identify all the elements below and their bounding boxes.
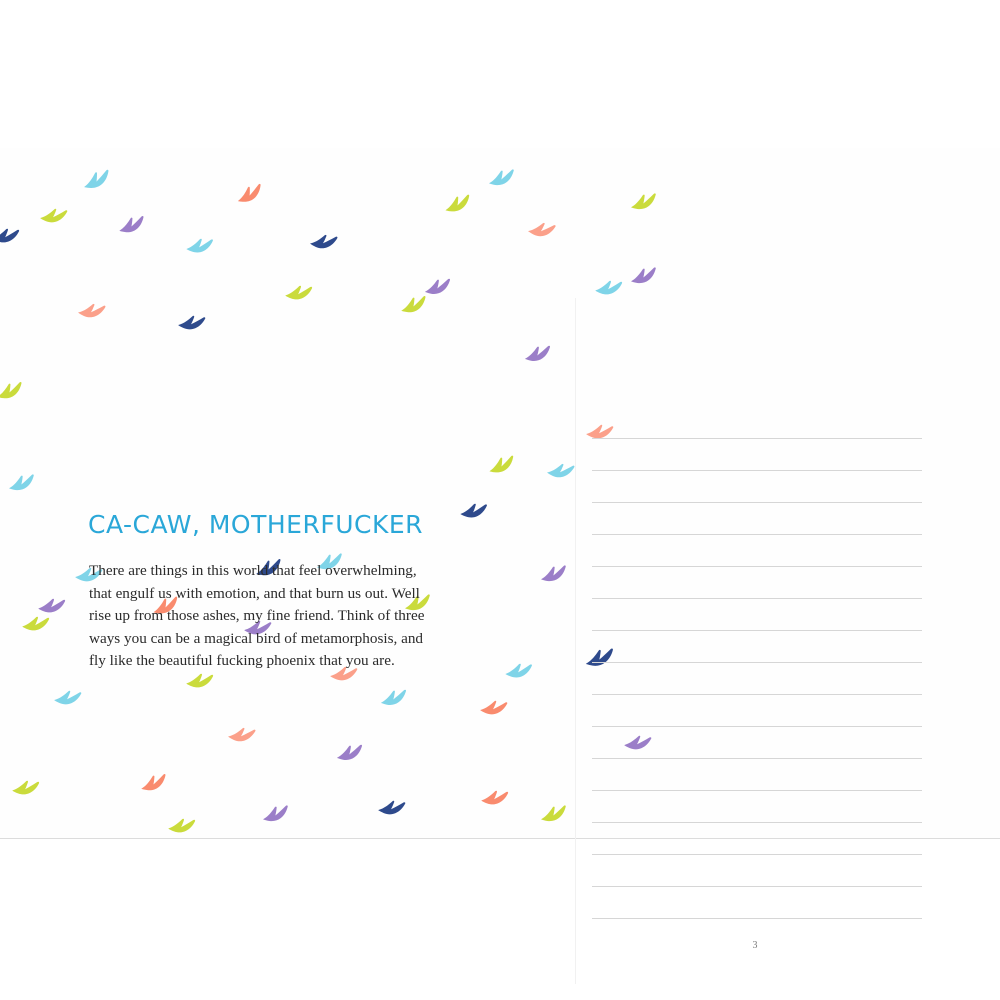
bird-icon [523,345,552,363]
bird-icon [77,301,107,322]
bird-icon [177,313,207,333]
writing-line[interactable] [592,790,922,791]
bird-icon [309,232,339,253]
writing-line[interactable] [592,438,922,439]
bird-icon [539,565,569,584]
bird-icon [39,206,69,226]
bird-icon [527,219,558,240]
bird-icon [594,279,624,298]
bird-icon [139,773,169,793]
writing-line[interactable] [592,822,922,823]
bird-icon [379,689,408,707]
writing-line[interactable] [592,886,922,887]
bird-icon [480,789,510,808]
bird-icon [7,474,37,493]
bird-icon [81,169,113,192]
bird-icon [546,461,576,482]
bird-icon [423,278,452,296]
bird-icon [234,183,265,205]
writing-line[interactable] [592,566,922,567]
body-paragraph: There are things in this world that feel overwhelming, that engulf us with emotion, and that burn us out. Well rise up from those ashes, my fine friend. Think of three ways you can be a magical bird of metamorphosis, and fly like the beautiful fucking phoenix that you are. [89,562,425,669]
writing-line[interactable] [592,726,922,727]
writing-line[interactable] [592,502,922,503]
bird-icon [487,169,517,188]
writing-lines[interactable] [592,438,922,950]
page-number: 3 [752,940,758,951]
writing-line[interactable] [592,630,922,631]
bird-icon [459,502,488,520]
page-gutter [575,298,576,984]
book-spread [0,148,1000,951]
writing-line[interactable] [592,918,922,919]
writing-line[interactable] [592,598,922,599]
writing-line[interactable] [592,854,922,855]
writing-line[interactable] [592,758,922,759]
bird-icon [185,672,215,691]
bird-icon [53,688,83,708]
bird-icon [185,237,214,255]
bird-icon [479,698,509,718]
writing-line[interactable] [592,662,922,663]
bird-icon [629,193,659,212]
bird-icon [539,805,569,824]
bird-icon [227,725,257,746]
bird-icon [167,817,197,836]
bird-icon [0,381,25,401]
bird-icon [504,662,533,680]
bird-icon [377,798,407,818]
writing-line[interactable] [592,534,922,535]
writing-line[interactable] [592,694,922,695]
bird-icon [399,295,429,315]
bird-icon [0,227,21,246]
page-title: CA-CAW, MOTHERFUCKER [88,510,424,539]
bird-icon [11,779,41,798]
bird-icon [335,744,364,762]
bird-icon [487,455,517,476]
bird-icon [629,267,659,286]
bird-icon [284,284,314,303]
bird-icon [37,597,67,616]
bird-icon [21,615,51,634]
bird-icon [443,194,473,215]
writing-line[interactable] [592,470,922,471]
bird-icon [117,215,147,235]
bird-icon [261,805,291,824]
